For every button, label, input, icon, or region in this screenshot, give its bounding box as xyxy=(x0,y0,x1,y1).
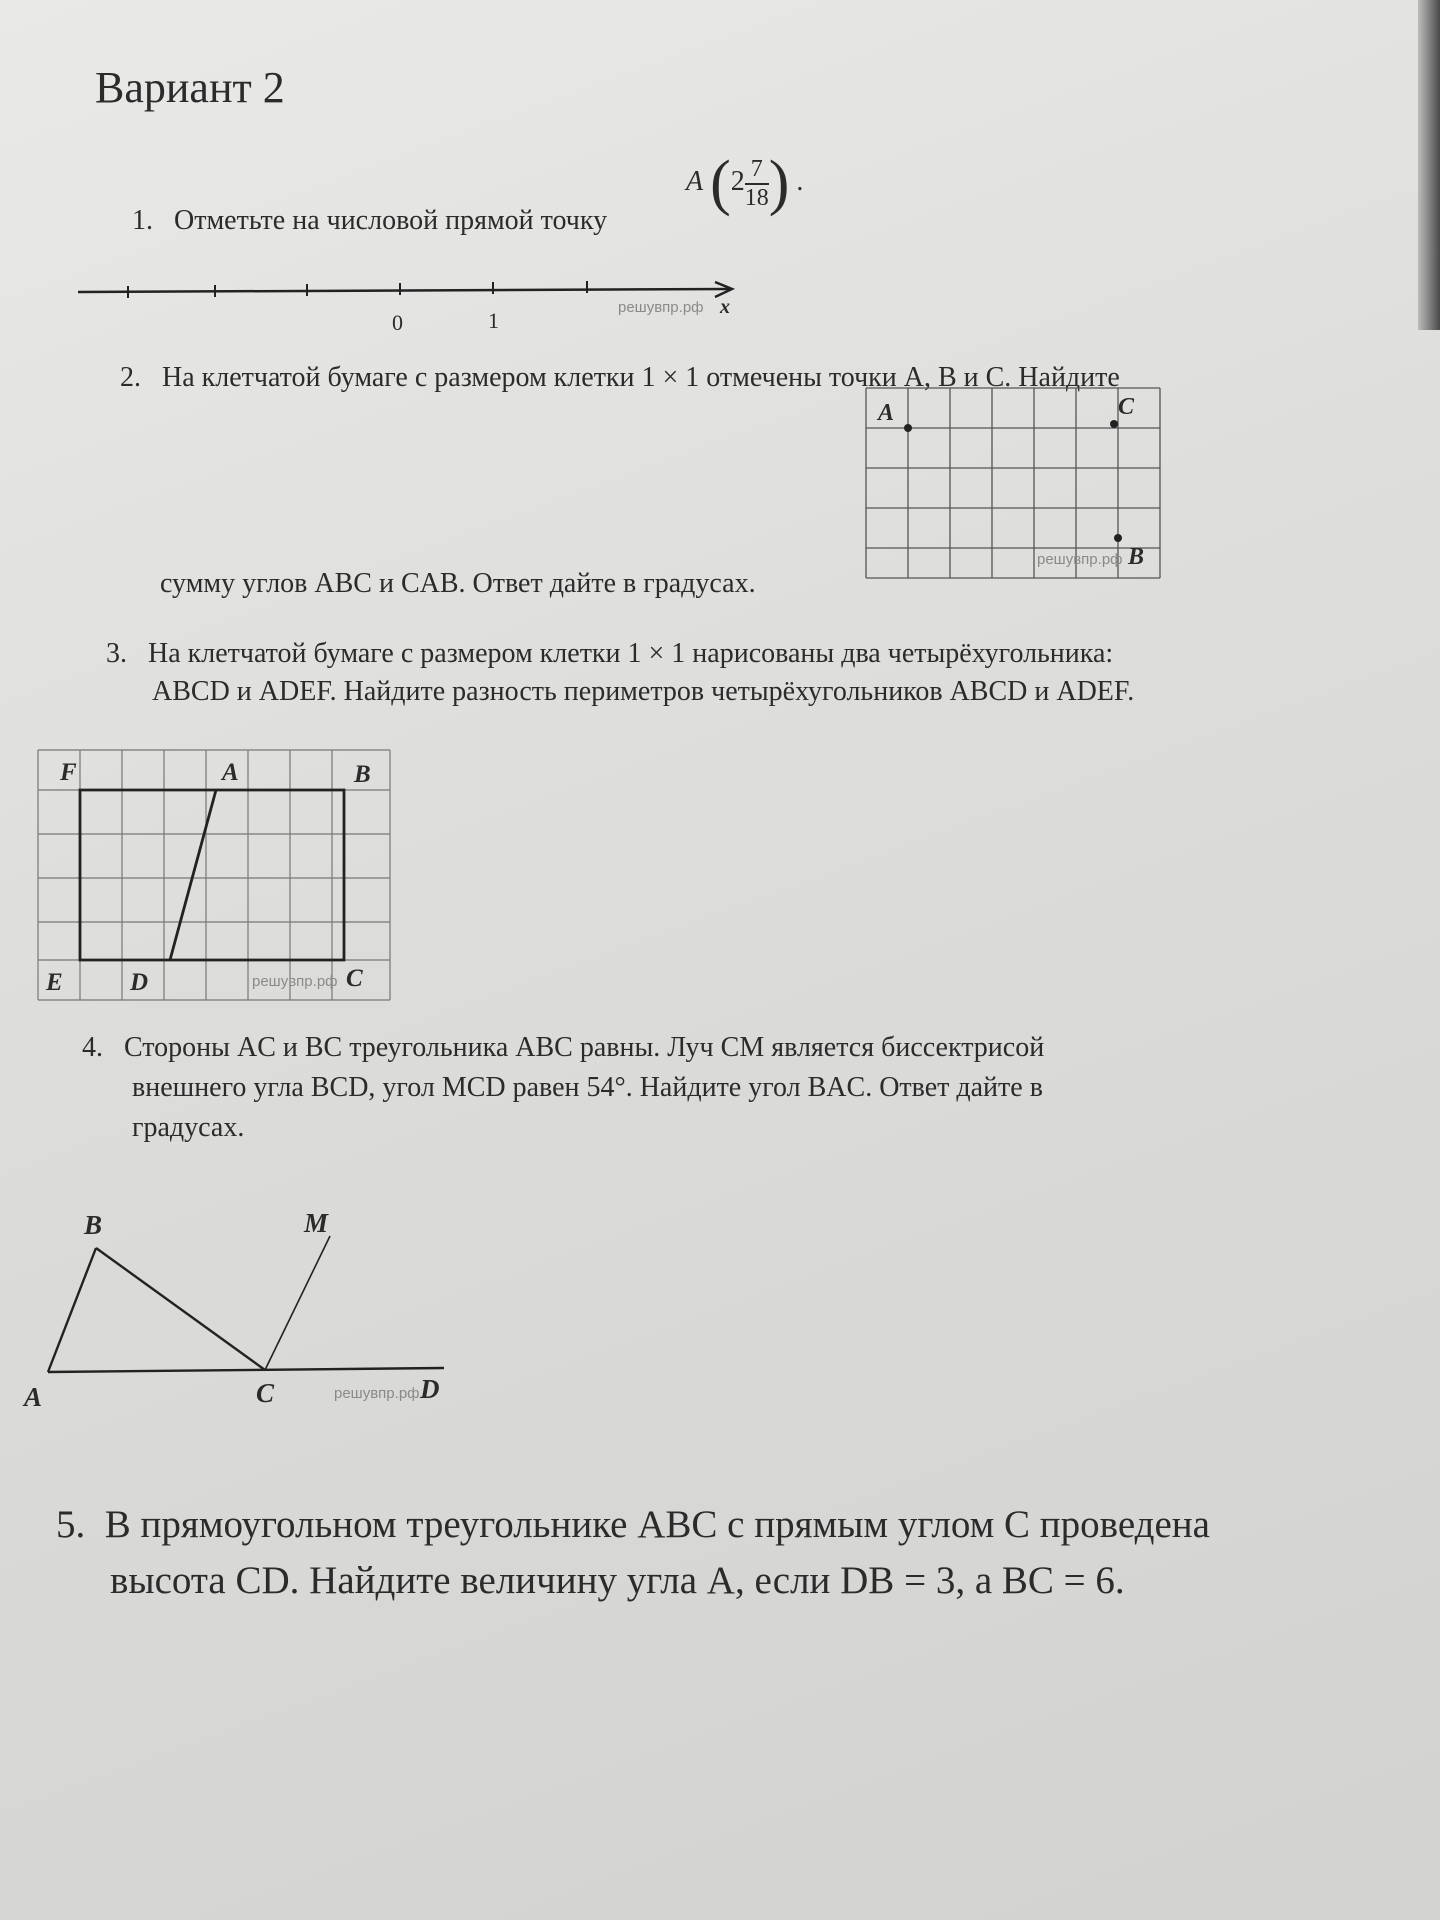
point-a-coordinate: A (2 $\frac{7}{18}$ ) . xyxy=(686,149,804,217)
fraction xyxy=(745,156,769,211)
point-b-dot xyxy=(1114,534,1122,542)
mixed-whole: 2 xyxy=(730,165,745,197)
question-3-statement: На клетчатой бумаге с размером клетки 1 × 1 нарисованы два четырёхугольника: xyxy=(148,638,1114,669)
label-b: B xyxy=(354,761,371,788)
grid-figure-q3 xyxy=(32,746,396,1004)
fraction-end: . xyxy=(796,165,804,197)
segment-bc xyxy=(96,1248,265,1370)
grid-figure-q2 xyxy=(862,384,1164,584)
watermark: решувпр.рф xyxy=(334,1385,420,1402)
question-3-number: 3. xyxy=(106,638,127,669)
label-a: A xyxy=(24,1382,43,1412)
fraction-denominator: 18 xyxy=(744,184,769,211)
watermark: решувпр.рф xyxy=(252,973,338,990)
question-1-text xyxy=(132,205,607,237)
point-name: A xyxy=(686,165,704,197)
label-b: B xyxy=(84,1210,103,1240)
question-2-number: 2. xyxy=(120,362,141,393)
number-line xyxy=(70,270,750,340)
ray-cm xyxy=(265,1236,330,1370)
label-c: C xyxy=(346,965,363,992)
label-a: A xyxy=(878,400,895,426)
question-1-statement: Отметьте на числовой прямой точку xyxy=(174,205,608,236)
point-c-dot xyxy=(1110,420,1118,428)
question-5-number: 5. xyxy=(56,1503,86,1546)
question-2-statement: На клетчатой бумаге с размером клетки 1 × 1 отмечены точки A, B и C. Найдите xyxy=(162,362,1120,393)
question-4-statement: Стороны AC и BC треугольника ABC равны. Луч CM является биссектрисой xyxy=(124,1032,1045,1063)
question-5-statement: В прямоугольном треугольнике ABC с прямым углом C проведена xyxy=(104,1503,1210,1546)
question-5-line-1 xyxy=(56,1502,1210,1547)
watermark: решувпр.рф xyxy=(618,299,704,316)
label-d: D xyxy=(130,969,149,996)
page-edge-shadow xyxy=(1418,0,1440,330)
question-4-line-2: внешнего угла BCD, угол MCD равен 54°. Найдите угол BAC. Ответ дайте в xyxy=(132,1072,1043,1103)
variant-title: Вариант 2 xyxy=(95,63,285,112)
question-4-line-3: градусах. xyxy=(132,1112,245,1143)
question-3-line-1 xyxy=(106,638,1113,670)
line-ad xyxy=(48,1368,444,1372)
question-4-number: 4. xyxy=(82,1032,103,1063)
question-5-line-2: высота CD. Найдите величину угла A, если DB = 3, а BC = 6. xyxy=(110,1559,1125,1602)
tick-label-one: 1 xyxy=(488,308,499,333)
question-2-line-2: сумму углов ABC и CAB. Ответ дайте в градусах. xyxy=(160,568,756,599)
segment-ab xyxy=(48,1248,96,1372)
rectangle-fbce xyxy=(80,790,344,960)
fraction-numerator: 7 xyxy=(745,156,769,184)
point-a-dot xyxy=(904,424,912,432)
label-m: M xyxy=(304,1208,329,1238)
label-b: B xyxy=(1128,544,1145,570)
watermark: решувпр.рф xyxy=(1037,551,1123,568)
axis-label-x: x xyxy=(720,296,730,318)
label-c: C xyxy=(1118,394,1135,420)
label-a: A xyxy=(222,759,239,786)
triangle-figure-q4 xyxy=(18,1200,478,1420)
question-4-line-1 xyxy=(82,1032,1044,1064)
label-d: D xyxy=(420,1374,440,1404)
tick-label-zero: 0 xyxy=(392,310,403,335)
label-f: F xyxy=(60,759,77,786)
question-1-number: 1. xyxy=(132,205,153,236)
label-c: C xyxy=(256,1378,275,1408)
label-e: E xyxy=(46,969,63,996)
question-3-line-2: ABCD и ADEF. Найдите разность периметров четырёхугольников ABCD и ADEF. xyxy=(152,676,1135,707)
segment-ad xyxy=(170,790,216,960)
